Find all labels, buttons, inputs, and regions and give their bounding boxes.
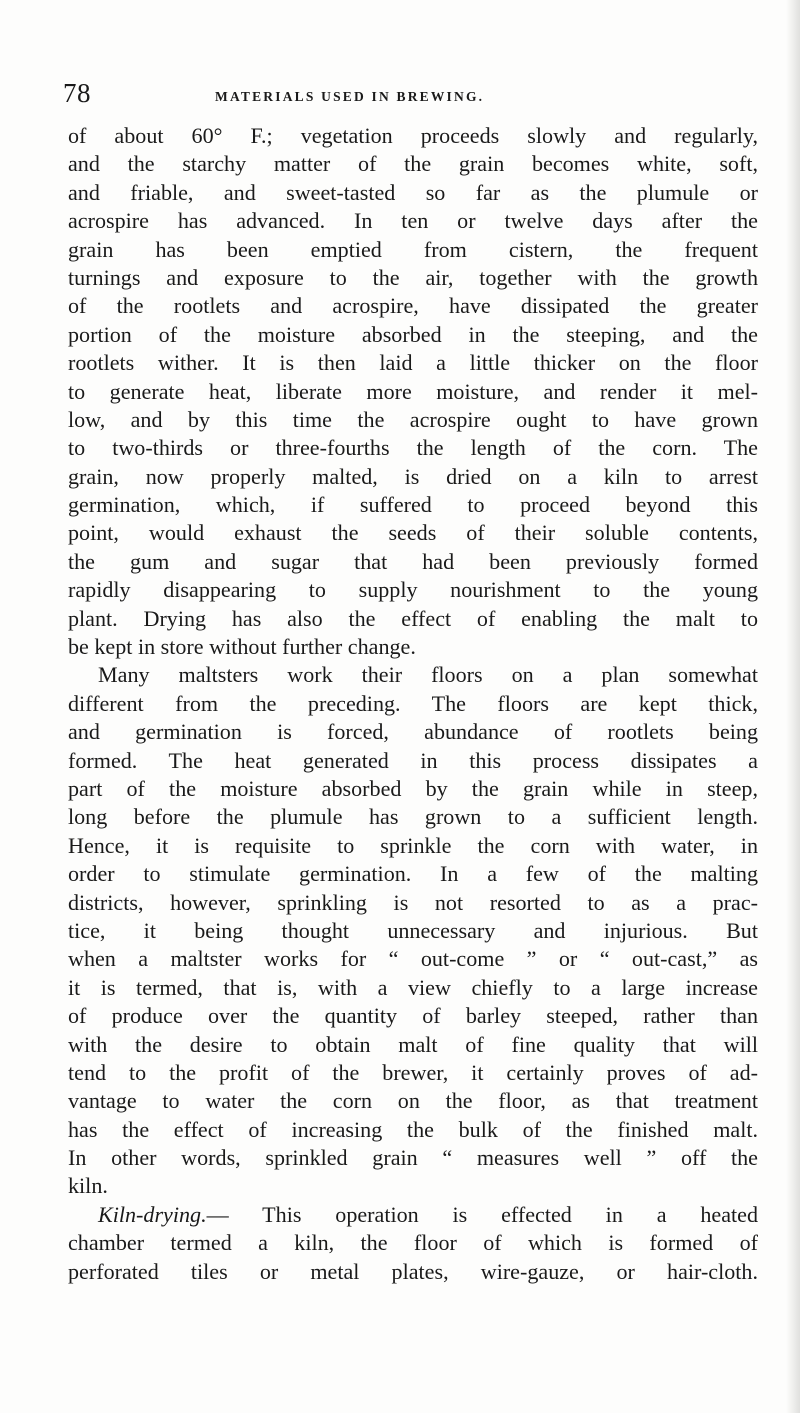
text-line: and friable, and sweet-tasted so far as the plumule or: [68, 179, 758, 205]
text-line: chamber termed a kiln, the floor of which is formed of: [68, 1230, 758, 1256]
text-line: long before the plumule has grown to a sufficient length.: [68, 804, 758, 830]
text-line: portion of the moisture absorbed in the steeping, and the: [68, 321, 758, 347]
text-line: grain has been emptied from cistern, the frequent: [68, 236, 758, 262]
text-line: kiln.: [68, 1173, 108, 1199]
text-line: and germination is forced, abundance of rootlets being: [68, 719, 758, 745]
running-head: MATERIALS USED IN BREWING.: [215, 89, 485, 104]
text-line: of produce over the quantity of barley steeped, rather than: [68, 1003, 758, 1029]
text-line: formed. The heat generated in this process dissipates a: [68, 747, 758, 773]
text-line: has the effect of increasing the bulk of the finished malt.: [68, 1116, 758, 1142]
body-text: [68, 122, 758, 1286]
text-line: Many maltsters work their floors on a plan somewhat: [98, 662, 758, 688]
page-number: 78: [63, 78, 91, 108]
text-line: grain, now properly malted, is dried on a kiln to arrest: [68, 463, 758, 489]
paragraph-maltsters: [68, 661, 758, 1200]
text-line: of about 60° F.; vegetation proceeds slowly and regularly,: [68, 123, 758, 148]
text-line: part of the moisture absorbed by the grain while in steep,: [68, 775, 758, 801]
text-line: of the rootlets and acrospire, have dissipated the greater: [68, 293, 758, 319]
text-line: order to stimulate germination. In a few of the malting: [68, 861, 758, 887]
section-heading-kiln-drying: Kiln-drying.: [98, 1201, 207, 1227]
text-line: vantage to water the corn on the floor, as that treatment: [68, 1088, 758, 1114]
text-line: tice, it being thought unnecessary and injurious. But: [68, 917, 758, 943]
page-edge-shadow: [786, 0, 800, 1413]
text-line: districts, however, sprinkling is not resorted to as a prac-: [68, 889, 758, 915]
text-line: it is termed, that is, with a view chiefly to a large increase: [68, 974, 758, 1000]
text-line: In other words, sprinkled grain “ measures well ” off the: [68, 1145, 758, 1171]
text-line: with the desire to obtain malt of fine quality that will: [68, 1031, 758, 1057]
text-line: be kept in store without further change.: [68, 634, 416, 660]
text-line-segment: — This operation is effected in a heated: [206, 1201, 758, 1227]
text-line: acrospire has advanced. In ten or twelve days after the: [68, 208, 758, 234]
text-line: to two-thirds or three-fourths the length of the corn. The: [68, 435, 758, 461]
text-line: when a maltster works for “ out-come ” or “ out-cast,” as: [68, 946, 758, 972]
text-line: to generate heat, liberate more moisture, and render it mel-: [68, 378, 758, 404]
text-line: germination, which, if suffered to proceed beyond this: [68, 492, 758, 518]
text-line: Hence, it is requisite to sprinkle the corn with water, in: [68, 832, 758, 858]
text-line: [68, 1201, 758, 1229]
text-line: plant. Drying has also the effect of enabling the malt to: [68, 605, 758, 631]
text-line: tend to the profit of the brewer, it certainly proves of ad-: [68, 1059, 758, 1085]
text-line: perforated tiles or metal plates, wire-gauze, or hair-cloth.: [68, 1258, 758, 1284]
text-line: rapidly disappearing to supply nourishment to the young: [68, 577, 758, 603]
text-line: point, would exhaust the seeds of their soluble contents,: [68, 520, 758, 546]
text-line: low, and by this time the acrospire ought to have grown: [68, 406, 758, 432]
text-line: different from the preceding. The floors are kept thick,: [68, 690, 758, 716]
text-line: and the starchy matter of the grain becomes white, soft,: [68, 151, 758, 177]
text-line: rootlets wither. It is then laid a little thicker on the floor: [68, 350, 758, 376]
paragraph-kiln-drying: [68, 1201, 758, 1286]
text-line: turnings and exposure to the air, together with the growth: [68, 264, 758, 290]
text-line: the gum and sugar that had been previously formed: [68, 548, 758, 574]
paragraph-vegetation: [68, 122, 758, 661]
